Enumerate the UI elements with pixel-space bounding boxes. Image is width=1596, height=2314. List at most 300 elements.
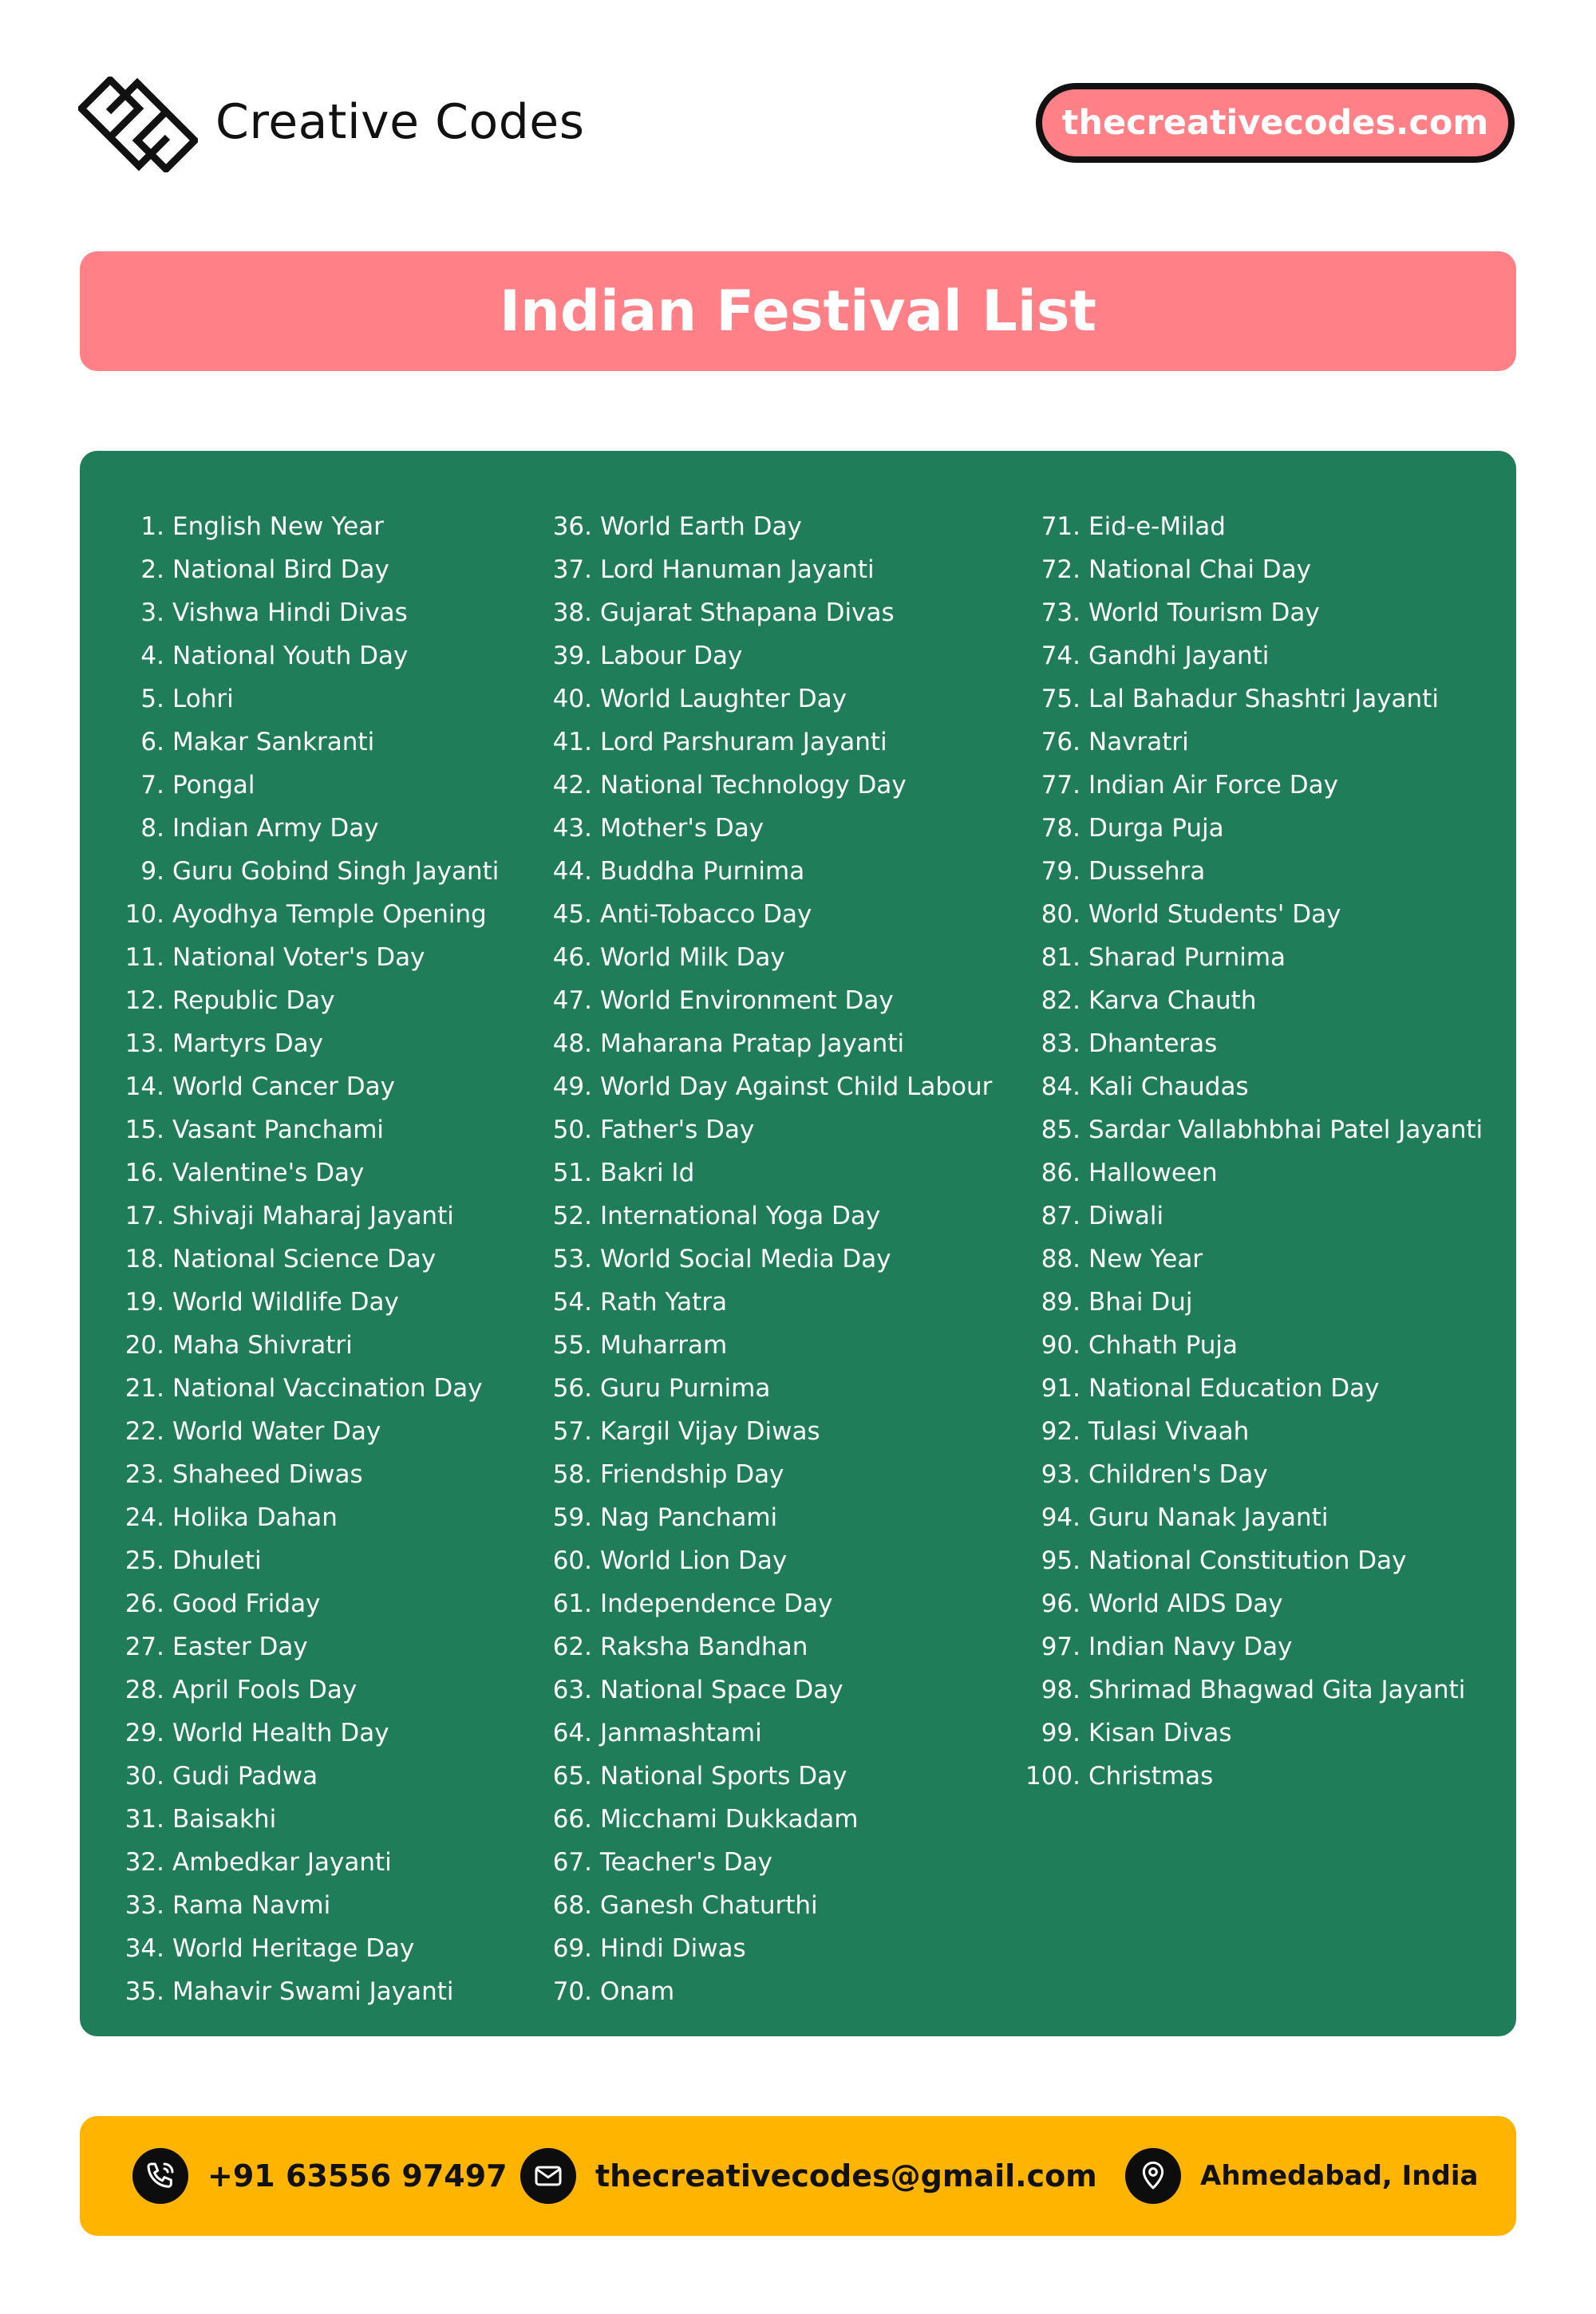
festival-number: 2. xyxy=(140,555,164,584)
festival-number: 51. xyxy=(552,1159,592,1187)
festival-item xyxy=(1015,764,1483,807)
festival-item xyxy=(1015,979,1483,1022)
festival-name: Eid-e-Milad xyxy=(1088,512,1226,541)
festival-name: World Environment Day xyxy=(600,986,894,1015)
festival-item xyxy=(117,807,499,850)
festival-number: 58. xyxy=(552,1460,592,1489)
festival-item xyxy=(544,807,992,850)
festival-item xyxy=(544,1108,992,1151)
festival-number: 10. xyxy=(124,900,164,929)
festival-name: Kargil Vijay Diwas xyxy=(600,1417,820,1446)
festival-item xyxy=(117,1367,499,1410)
festival-number: 12. xyxy=(124,986,164,1015)
festival-item xyxy=(1015,1625,1483,1668)
festival-name: Kisan Divas xyxy=(1088,1719,1232,1747)
festival-name: Labour Day xyxy=(600,642,743,670)
festival-name: Friendship Day xyxy=(600,1460,784,1489)
festival-item xyxy=(117,979,499,1022)
phone-icon xyxy=(132,2148,188,2204)
festival-number: 87. xyxy=(1041,1202,1080,1230)
contact-phone[interactable] xyxy=(132,2116,508,2236)
festival-name: Hindi Diwas xyxy=(600,1934,746,1963)
festival-number: 65. xyxy=(552,1762,592,1791)
festival-number: 16. xyxy=(124,1159,164,1187)
festival-number: 98. xyxy=(1041,1676,1080,1704)
festival-name: National Chai Day xyxy=(1088,555,1311,584)
festival-name: International Yoga Day xyxy=(600,1202,881,1230)
festival-name: Janmashtami xyxy=(600,1719,762,1747)
festival-name: Rath Yatra xyxy=(600,1288,728,1317)
festival-number: 44. xyxy=(552,857,592,886)
festival-item xyxy=(117,1108,499,1151)
page-title: Indian Festival List xyxy=(500,278,1096,344)
festival-name: Bhai Duj xyxy=(1088,1288,1193,1317)
festival-item xyxy=(1015,548,1483,591)
festival-number: 17. xyxy=(124,1202,164,1230)
festival-item xyxy=(117,1582,499,1625)
festival-column-3 xyxy=(1015,505,1483,1798)
festival-name: Indian Air Force Day xyxy=(1088,771,1338,800)
festival-number: 23. xyxy=(124,1460,164,1489)
festival-number: 66. xyxy=(552,1805,592,1834)
festival-item xyxy=(117,1841,499,1884)
festival-item xyxy=(1015,1151,1483,1195)
festival-name: National Voter's Day xyxy=(172,943,425,972)
festival-item xyxy=(117,548,499,591)
festival-number: 37. xyxy=(552,555,592,584)
festival-name: Dhuleti xyxy=(172,1546,262,1575)
festival-name: Martyrs Day xyxy=(172,1029,323,1058)
festival-item xyxy=(1015,936,1483,979)
festival-name: Good Friday xyxy=(172,1589,321,1618)
festival-list-panel xyxy=(80,451,1516,2036)
festival-number: 1. xyxy=(140,512,164,541)
festival-item xyxy=(117,764,499,807)
festival-item xyxy=(544,1281,992,1324)
festival-number: 59. xyxy=(552,1503,592,1532)
festival-name: National Sports Day xyxy=(600,1762,847,1791)
festival-name: World AIDS Day xyxy=(1088,1589,1283,1618)
festival-number: 62. xyxy=(552,1633,592,1661)
brand-name: Creative Codes xyxy=(215,94,585,150)
festival-name: Valentine's Day xyxy=(172,1159,365,1187)
festival-number: 100. xyxy=(1025,1762,1080,1791)
festival-item xyxy=(117,1496,499,1539)
festival-number: 55. xyxy=(552,1331,592,1360)
festival-name: Makar Sankranti xyxy=(172,728,375,756)
festival-number: 8. xyxy=(140,814,164,843)
festival-number: 28. xyxy=(124,1676,164,1704)
festival-item xyxy=(1015,850,1483,893)
festival-name: Sharad Purnima xyxy=(1088,943,1286,972)
festival-item xyxy=(544,1582,992,1625)
festival-name: Dussehra xyxy=(1088,857,1206,886)
festival-item xyxy=(1015,591,1483,634)
festival-name: Indian Navy Day xyxy=(1088,1633,1293,1661)
festival-column-1 xyxy=(117,505,499,2013)
festival-number: 48. xyxy=(552,1029,592,1058)
festival-number: 84. xyxy=(1041,1072,1080,1101)
festival-item xyxy=(117,1798,499,1841)
festival-name: World Health Day xyxy=(172,1719,389,1747)
festival-item xyxy=(544,1410,992,1453)
festival-number: 82. xyxy=(1041,986,1080,1015)
festival-item xyxy=(117,1281,499,1324)
festival-name: Lord Parshuram Jayanti xyxy=(600,728,887,756)
festival-name: World Cancer Day xyxy=(172,1072,395,1101)
festival-name: Anti-Tobacco Day xyxy=(600,900,812,929)
festival-number: 67. xyxy=(552,1848,592,1877)
festival-number: 21. xyxy=(124,1374,164,1403)
festival-number: 14. xyxy=(124,1072,164,1101)
festival-name: World Day Against Child Labour xyxy=(600,1072,993,1101)
festival-item xyxy=(544,1625,992,1668)
festival-name: Gandhi Jayanti xyxy=(1088,642,1270,670)
festival-number: 50. xyxy=(552,1116,592,1144)
festival-number: 47. xyxy=(552,986,592,1015)
festival-number: 46. xyxy=(552,943,592,972)
festival-item xyxy=(117,1927,499,1970)
festival-number: 70. xyxy=(552,1977,592,2006)
festival-number: 4. xyxy=(140,642,164,670)
festival-number: 99. xyxy=(1041,1719,1080,1747)
festival-item xyxy=(117,850,499,893)
festival-number: 45. xyxy=(552,900,592,929)
festival-name: Guru Nanak Jayanti xyxy=(1088,1503,1329,1532)
festival-name: National Education Day xyxy=(1088,1374,1380,1403)
festival-name: Muharram xyxy=(600,1331,728,1360)
festival-number: 53. xyxy=(552,1245,592,1273)
festival-number: 91. xyxy=(1041,1374,1080,1403)
festival-item xyxy=(544,1238,992,1281)
festival-number: 56. xyxy=(552,1374,592,1403)
festival-item xyxy=(544,1927,992,1970)
festival-number: 72. xyxy=(1041,555,1080,584)
festival-item xyxy=(1015,1281,1483,1324)
festival-number: 43. xyxy=(552,814,592,843)
festival-name: Shaheed Diwas xyxy=(172,1460,363,1489)
festival-name: Nag Panchami xyxy=(600,1503,778,1532)
festival-name: Tulasi Vivaah xyxy=(1088,1417,1250,1446)
festival-item xyxy=(1015,1410,1483,1453)
festival-name: Gujarat Sthapana Divas xyxy=(600,598,895,627)
festival-item xyxy=(117,721,499,764)
festival-number: 93. xyxy=(1041,1460,1080,1489)
festival-number: 89. xyxy=(1041,1288,1080,1317)
festival-item xyxy=(1015,1453,1483,1496)
festival-item xyxy=(544,764,992,807)
festival-name: Diwali xyxy=(1088,1202,1164,1230)
festival-name: Lord Hanuman Jayanti xyxy=(600,555,875,584)
festival-number: 68. xyxy=(552,1891,592,1920)
contact-location xyxy=(1125,2116,1478,2236)
festival-item xyxy=(1015,1496,1483,1539)
festival-name: National Space Day xyxy=(600,1676,843,1704)
festival-name: World Tourism Day xyxy=(1088,598,1320,627)
festival-name: Kali Chaudas xyxy=(1088,1072,1249,1101)
festival-name: April Fools Day xyxy=(172,1676,358,1704)
festival-number: 41. xyxy=(552,728,592,756)
festival-item xyxy=(544,505,992,548)
mail-icon xyxy=(520,2148,576,2204)
festival-item xyxy=(1015,1022,1483,1065)
festival-name: Independence Day xyxy=(600,1589,833,1618)
festival-item xyxy=(544,1798,992,1841)
festival-number: 5. xyxy=(140,685,164,713)
festival-number: 33. xyxy=(124,1891,164,1920)
festival-name: National Youth Day xyxy=(172,642,409,670)
festival-number: 71. xyxy=(1041,512,1080,541)
festival-number: 95. xyxy=(1041,1546,1080,1575)
festival-item xyxy=(117,505,499,548)
festival-name: World Milk Day xyxy=(600,943,785,972)
festival-name: Dhanteras xyxy=(1088,1029,1218,1058)
festival-name: National Constitution Day xyxy=(1088,1546,1407,1575)
festival-name: Karva Chauth xyxy=(1088,986,1257,1015)
festival-item xyxy=(544,850,992,893)
festival-number: 11. xyxy=(124,943,164,972)
festival-name: Teacher's Day xyxy=(600,1848,772,1877)
festival-number: 40. xyxy=(552,685,592,713)
festival-number: 39. xyxy=(552,642,592,670)
festival-item xyxy=(544,548,992,591)
festival-item xyxy=(1015,1065,1483,1108)
festival-item xyxy=(1015,677,1483,721)
festival-name: Rama Navmi xyxy=(172,1891,331,1920)
festival-item xyxy=(117,1453,499,1496)
festival-number: 13. xyxy=(124,1029,164,1058)
festival-name: Onam xyxy=(600,1977,675,2006)
festival-number: 86. xyxy=(1041,1159,1080,1187)
festival-item xyxy=(544,893,992,936)
festival-number: 49. xyxy=(552,1072,592,1101)
festival-name: Ganesh Chaturthi xyxy=(600,1891,818,1920)
festival-item xyxy=(544,591,992,634)
festival-name: Mother's Day xyxy=(600,814,764,843)
festival-item xyxy=(117,1884,499,1927)
festival-name: National Science Day xyxy=(172,1245,437,1273)
festival-name: Gudi Padwa xyxy=(172,1762,318,1791)
festival-item xyxy=(1015,893,1483,936)
location-pin-icon xyxy=(1125,2148,1181,2204)
festival-number: 90. xyxy=(1041,1331,1080,1360)
festival-number: 85. xyxy=(1041,1116,1080,1144)
email-address: thecreativecodes@gmail.com xyxy=(595,2158,1097,2194)
festival-number: 36. xyxy=(552,512,592,541)
festival-name: World Lion Day xyxy=(600,1546,788,1575)
festival-number: 60. xyxy=(552,1546,592,1575)
festival-name: Buddha Purnima xyxy=(600,857,805,886)
festival-name: National Vaccination Day xyxy=(172,1374,483,1403)
festival-item xyxy=(1015,1668,1483,1712)
festival-item xyxy=(544,1668,992,1712)
festival-number: 27. xyxy=(124,1633,164,1661)
festival-number: 54. xyxy=(552,1288,592,1317)
festival-item xyxy=(117,1151,499,1195)
festival-item xyxy=(544,1755,992,1798)
location-text: Ahmedabad, India xyxy=(1200,2160,1479,2192)
festival-item xyxy=(117,1712,499,1755)
festival-number: 76. xyxy=(1041,728,1080,756)
festival-item xyxy=(544,979,992,1022)
festival-name: Halloween xyxy=(1088,1159,1218,1187)
festival-item xyxy=(117,1539,499,1582)
festival-number: 20. xyxy=(124,1331,164,1360)
festival-number: 75. xyxy=(1041,685,1080,713)
festival-name: Father's Day xyxy=(600,1116,755,1144)
festival-item xyxy=(1015,1755,1483,1798)
festival-name: Pongal xyxy=(172,771,255,800)
festival-number: 77. xyxy=(1041,771,1080,800)
festival-name: Raksha Bandhan xyxy=(600,1633,808,1661)
festival-name: Lohri xyxy=(172,685,234,713)
festival-name: Easter Day xyxy=(172,1633,308,1661)
festival-number: 73. xyxy=(1041,598,1080,627)
title-banner xyxy=(80,251,1516,371)
festival-number: 80. xyxy=(1041,900,1080,929)
festival-name: Republic Day xyxy=(172,986,335,1015)
festival-item xyxy=(1015,807,1483,850)
festival-name: World Earth Day xyxy=(600,512,802,541)
festival-number: 42. xyxy=(552,771,592,800)
festival-name: Christmas xyxy=(1088,1762,1214,1791)
festival-number: 26. xyxy=(124,1589,164,1618)
festival-item xyxy=(544,634,992,677)
contact-bar xyxy=(80,2116,1516,2236)
festival-name: Lal Bahadur Shashtri Jayanti xyxy=(1088,685,1439,713)
festival-name: World Wildlife Day xyxy=(172,1288,399,1317)
festival-number: 9. xyxy=(140,857,164,886)
festival-item xyxy=(544,1884,992,1927)
festival-item xyxy=(544,1151,992,1195)
festival-item xyxy=(117,1065,499,1108)
festival-item xyxy=(1015,721,1483,764)
festival-item xyxy=(117,1970,499,2013)
festival-name: World Laughter Day xyxy=(600,685,847,713)
festival-number: 34. xyxy=(124,1934,164,1963)
festival-name: Children's Day xyxy=(1088,1460,1268,1489)
festival-item xyxy=(117,1668,499,1712)
festival-name: Sardar Vallabhbhai Patel Jayanti xyxy=(1088,1116,1483,1144)
festival-name: Vishwa Hindi Divas xyxy=(172,598,408,627)
festival-number: 29. xyxy=(124,1719,164,1747)
festival-number: 63. xyxy=(552,1676,592,1704)
festival-item xyxy=(117,1238,499,1281)
festival-item xyxy=(117,1324,499,1367)
festival-item xyxy=(1015,1238,1483,1281)
festival-name: Indian Army Day xyxy=(172,814,379,843)
festival-item xyxy=(117,893,499,936)
festival-name: Guru Gobind Singh Jayanti xyxy=(172,857,500,886)
festival-number: 69. xyxy=(552,1934,592,1963)
festival-number: 88. xyxy=(1041,1245,1080,1273)
festival-name: Maharana Pratap Jayanti xyxy=(600,1029,905,1058)
festival-name: Shivaji Maharaj Jayanti xyxy=(172,1202,454,1230)
festival-item xyxy=(544,1065,992,1108)
festival-name: Vasant Panchami xyxy=(172,1116,385,1144)
festival-name: Chhath Puja xyxy=(1088,1331,1238,1360)
festival-name: World Students' Day xyxy=(1088,900,1341,929)
festival-name: Guru Purnima xyxy=(600,1374,771,1403)
festival-name: Micchami Dukkadam xyxy=(600,1805,859,1834)
festival-number: 52. xyxy=(552,1202,592,1230)
festival-item xyxy=(544,1324,992,1367)
festival-number: 30. xyxy=(124,1762,164,1791)
festival-number: 96. xyxy=(1041,1589,1080,1618)
festival-number: 79. xyxy=(1041,857,1080,886)
festival-name: Mahavir Swami Jayanti xyxy=(172,1977,454,2006)
festival-item xyxy=(117,591,499,634)
festival-name: World Social Media Day xyxy=(600,1245,891,1273)
festival-item xyxy=(544,677,992,721)
festival-number: 94. xyxy=(1041,1503,1080,1532)
festival-name: Bakri Id xyxy=(600,1159,695,1187)
festival-number: 24. xyxy=(124,1503,164,1532)
festival-item xyxy=(1015,1324,1483,1367)
festival-number: 38. xyxy=(552,598,592,627)
festival-name: Durga Puja xyxy=(1088,814,1224,843)
festival-item xyxy=(117,1625,499,1668)
festival-item xyxy=(544,1539,992,1582)
festival-name: Ambedkar Jayanti xyxy=(172,1848,392,1877)
festival-number: 57. xyxy=(552,1417,592,1446)
festival-item xyxy=(544,721,992,764)
festival-number: 74. xyxy=(1041,642,1080,670)
festival-name: Holika Dahan xyxy=(172,1503,338,1532)
festival-number: 6. xyxy=(140,728,164,756)
brand-logo xyxy=(78,77,198,172)
festival-item xyxy=(117,1022,499,1065)
festival-number: 22. xyxy=(124,1417,164,1446)
festival-number: 7. xyxy=(140,771,164,800)
festival-item xyxy=(544,936,992,979)
festival-name: English New Year xyxy=(172,512,384,541)
festival-item xyxy=(1015,1195,1483,1238)
festival-name: New Year xyxy=(1088,1245,1203,1273)
festival-item xyxy=(1015,1712,1483,1755)
festival-number: 97. xyxy=(1041,1633,1080,1661)
festival-item xyxy=(1015,1539,1483,1582)
festival-name: National Technology Day xyxy=(600,771,907,800)
festival-item xyxy=(544,1453,992,1496)
festival-number: 18. xyxy=(124,1245,164,1273)
festival-number: 92. xyxy=(1041,1417,1080,1446)
festival-number: 83. xyxy=(1041,1029,1080,1058)
festival-number: 32. xyxy=(124,1848,164,1877)
festival-item xyxy=(117,1755,499,1798)
festival-number: 31. xyxy=(124,1805,164,1834)
festival-item xyxy=(1015,1582,1483,1625)
website-link[interactable]: thecreativecodes.com xyxy=(1036,83,1515,163)
festival-item xyxy=(117,677,499,721)
festival-name: World Water Day xyxy=(172,1417,381,1446)
festival-name: National Bird Day xyxy=(172,555,389,584)
festival-name: World Heritage Day xyxy=(172,1934,415,1963)
festival-item xyxy=(1015,634,1483,677)
festival-item xyxy=(1015,1367,1483,1410)
festival-item xyxy=(544,1022,992,1065)
contact-email[interactable] xyxy=(520,2116,1097,2236)
festival-number: 3. xyxy=(140,598,164,627)
festival-item xyxy=(544,1712,992,1755)
festival-number: 64. xyxy=(552,1719,592,1747)
festival-number: 19. xyxy=(124,1288,164,1317)
festival-item xyxy=(544,1841,992,1884)
festival-number: 25. xyxy=(124,1546,164,1575)
festival-number: 81. xyxy=(1041,943,1080,972)
festival-item xyxy=(544,1195,992,1238)
festival-column-2 xyxy=(544,505,992,2013)
